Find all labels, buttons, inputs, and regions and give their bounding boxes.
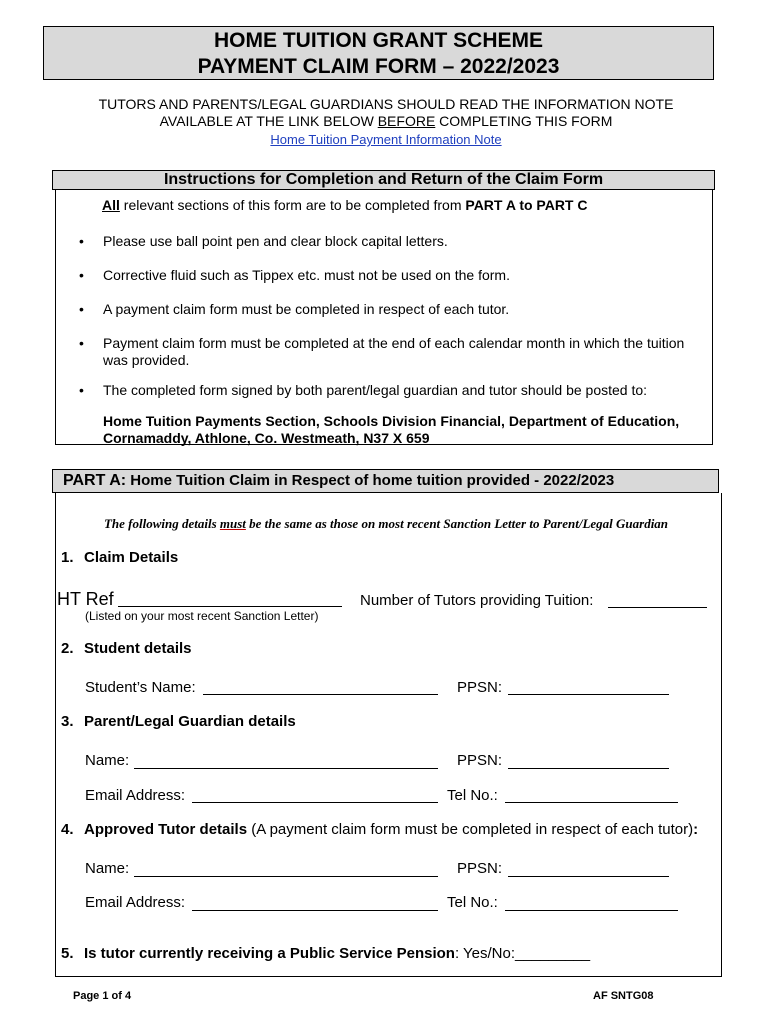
bullet-icon: • — [79, 301, 84, 317]
section-claim-details — [61, 549, 178, 566]
pension-yes-no-field[interactable]: Yes/No:_________ — [459, 945, 591, 962]
instruction-item: Corrective fluid such as Tippex etc. must not be used on the form. — [103, 267, 510, 283]
tutor-colon: : — [693, 821, 699, 838]
note-post: be the same as those on most recent Sanction Letter to Parent/Legal Guardian — [245, 516, 669, 531]
lead-text: relevant sections of this form are to be completed from — [119, 197, 466, 213]
parent-name-field[interactable] — [134, 768, 438, 769]
part-a-title: Home Tuition Claim in Respect of home tuition provided - 2022/2023 — [126, 472, 615, 489]
ht-ref-field[interactable] — [118, 606, 342, 607]
section-title: Parent/Legal Guardian details — [84, 713, 296, 730]
intro-line2-before: BEFORE — [377, 113, 436, 129]
instruction-item: A payment claim form must be completed in respect of each tutor. — [103, 301, 510, 317]
tutor-note: (A payment claim form must be completed in respect of each tutor) — [247, 821, 694, 838]
student-name-label: Student’s Name: — [85, 679, 196, 696]
intro-text — [43, 96, 729, 130]
form-title-line1: HOME TUITION GRANT SCHEME — [214, 29, 543, 52]
form-code: AF SNTG08 — [593, 990, 654, 1002]
section-parent-details — [61, 713, 296, 730]
intro-line1: TUTORS AND PARENTS/LEGAL GUARDIANS SHOULD READ THE INFORMATION NOTE — [98, 96, 674, 112]
parent-name-label: Name: — [85, 752, 130, 769]
note-must: must — [219, 516, 246, 531]
student-ppsn-field[interactable] — [508, 694, 669, 695]
tutor-name-label: Name: — [85, 860, 130, 877]
instructions-lead — [102, 197, 588, 213]
parent-email-field[interactable] — [192, 802, 438, 803]
num-tutors-field[interactable] — [608, 607, 707, 608]
lead-bold: PART A to PART C — [465, 197, 588, 213]
page-number: Page 1 of 4 — [73, 990, 132, 1002]
bullet-icon: • — [79, 267, 84, 283]
section-number: 5. — [61, 945, 74, 962]
note-pre: The following details — [103, 516, 220, 531]
intro-line2-post: COMPLETING THIS FORM — [435, 113, 613, 129]
tutor-ppsn-label: PPSN: — [457, 860, 503, 877]
form-title-box — [43, 26, 714, 80]
tutor-email-field[interactable] — [192, 910, 438, 911]
tutor-tel-field[interactable] — [505, 910, 678, 911]
intro-line2-pre: AVAILABLE AT THE LINK BELOW — [159, 113, 378, 129]
lead-all: All — [102, 197, 120, 213]
tutor-email-label: Email Address: — [85, 894, 186, 911]
parent-tel-label: Tel No.: — [447, 787, 498, 804]
section-student-details — [61, 640, 192, 657]
parent-tel-field[interactable] — [505, 802, 678, 803]
info-note-link[interactable]: Home Tuition Payment Information Note — [270, 132, 502, 147]
tutor-name-field[interactable] — [134, 876, 438, 877]
info-note-link-wrap — [43, 132, 729, 147]
part-a-heading — [52, 469, 719, 493]
sanction-letter-note — [56, 516, 716, 532]
intro-line2 — [43, 113, 729, 130]
section-title: Claim Details — [84, 549, 179, 566]
parent-ppsn-label: PPSN: — [457, 752, 503, 769]
section-number: 3. — [61, 713, 74, 730]
instruction-item: Please use ball point pen and clear block capital letters. — [103, 233, 448, 249]
instructions-heading: Instructions for Completion and Return of the Claim Form — [52, 170, 715, 190]
tutor-tel-label: Tel No.: — [447, 894, 498, 911]
postal-address: Home Tuition Payments Section, Schools Division Financial, Department of Education, Cornamaddy, Athlone, Co. Westmeath, N37 X 659 — [103, 413, 680, 446]
section-number: 4. — [61, 821, 74, 838]
bullet-icon: • — [79, 233, 84, 249]
instruction-item: Payment claim form must be completed at the end of each calendar month in which the tuition was provided. — [103, 335, 685, 368]
part-a-label: PART A: — [63, 472, 127, 489]
parent-email-label: Email Address: — [85, 787, 186, 804]
section-pension — [61, 945, 590, 962]
parent-ppsn-field[interactable] — [508, 768, 669, 769]
student-ppsn-label: PPSN: — [457, 679, 503, 696]
section-title: Student details — [84, 640, 192, 657]
num-tutors-label: Number of Tutors providing Tuition: — [360, 592, 594, 609]
form-title-line2: PAYMENT CLAIM FORM – 2022/2023 — [197, 55, 560, 78]
section-title: Approved Tutor details — [84, 821, 248, 838]
instruction-item: The completed form signed by both parent/legal guardian and tutor should be posted to: — [103, 382, 648, 398]
section-number: 2. — [61, 640, 74, 657]
bullet-icon: • — [79, 382, 84, 398]
section-title: Is tutor currently receiving a Public Service Pension — [84, 945, 455, 962]
bullet-icon: • — [79, 335, 84, 351]
pension-colon: : — [454, 945, 460, 962]
section-tutor-details — [61, 821, 698, 838]
ht-ref-label: HT Ref — [57, 589, 114, 609]
student-name-field[interactable] — [203, 694, 438, 695]
ht-ref-hint: (Listed on your most recent Sanction Letter) — [85, 609, 319, 623]
tutor-ppsn-field[interactable] — [508, 876, 669, 877]
section-number: 1. — [61, 549, 74, 566]
